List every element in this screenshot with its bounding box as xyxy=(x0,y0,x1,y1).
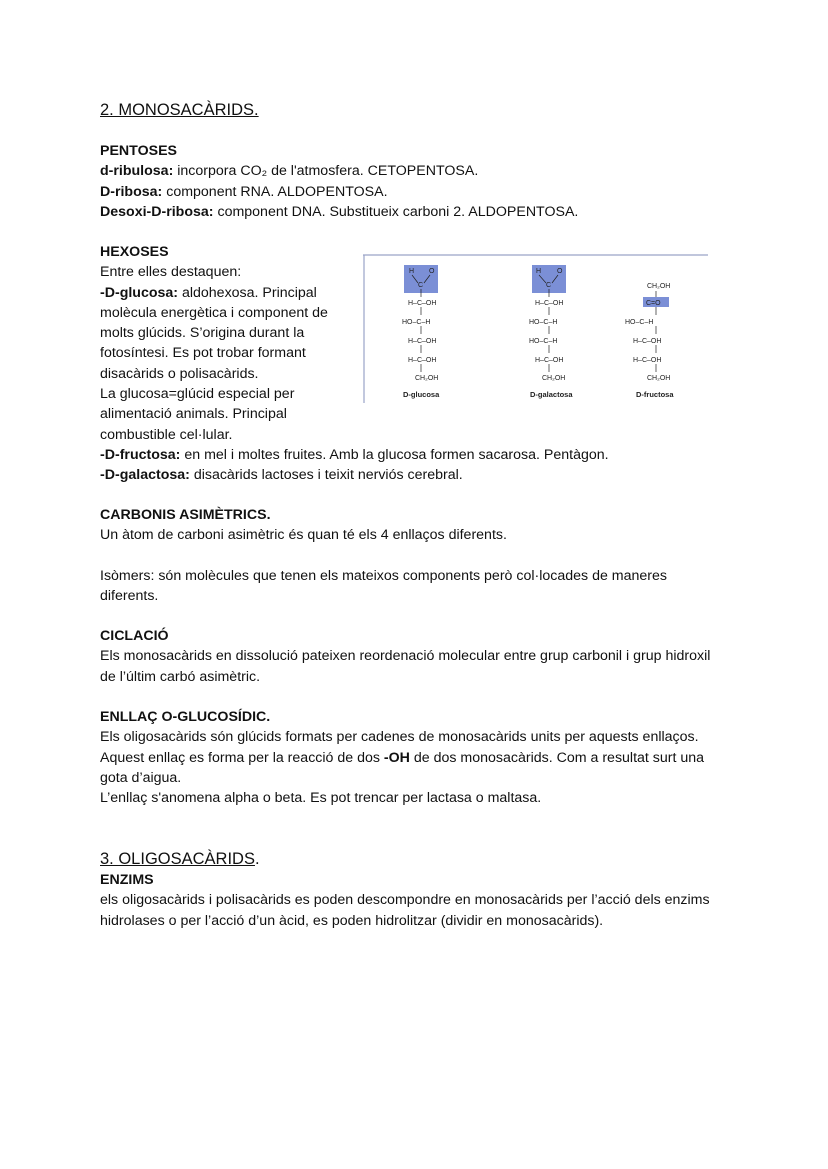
glucose-row: HO–C–H xyxy=(402,319,431,326)
ciclacio-text: Els monosacàrids en dissolució pateixen reordenació molecular entre grup carbonil i grup hidroxil de l’últim carbó asimètric. xyxy=(100,648,711,685)
pentose-term: D-ribosa: xyxy=(100,183,163,200)
ciclacio-heading: CICLACIÓ xyxy=(100,628,169,644)
glucose-o: O xyxy=(429,268,435,275)
enllac-p2-bold: -OH xyxy=(383,749,410,766)
fructose-row: CH₂OH xyxy=(647,283,671,290)
section-2-title: 2. MONOSACÀRIDS. xyxy=(100,101,259,119)
hexoses-structures-figure xyxy=(363,253,708,403)
section-2-title-wrap xyxy=(100,99,259,121)
glucosa-line: disacàrids o polisacàrids. xyxy=(100,365,259,382)
glucosa-line: molts glúcids. S’origina durant la xyxy=(100,325,305,342)
fructosa-line xyxy=(100,445,740,465)
enllac-block xyxy=(100,707,740,808)
glucosa-line: alimentació animals. Principal xyxy=(100,406,287,423)
pentose-term: d-ribulosa: xyxy=(100,163,174,180)
galactosa-text: disacàrids lactoses i teixit nerviós cerebral. xyxy=(189,467,463,484)
glucosa-term: -D-glucosa: xyxy=(100,284,179,301)
fructose-structure xyxy=(625,283,674,399)
galactosa-line xyxy=(100,465,740,485)
glucose-row: H–C–OH xyxy=(408,300,437,307)
galactose-row: HO–C–H xyxy=(529,319,558,326)
fructose-row: C=O xyxy=(646,300,661,307)
carbonis-block xyxy=(100,505,740,606)
glucose-row: CH₂OH xyxy=(415,375,439,382)
enllac-p1: Els oligosacàrids són glúcids formats per cadenes de monosacàrids units per aquests enllaços. xyxy=(100,729,699,746)
galactose-row: HO–C–H xyxy=(529,338,558,345)
galactose-structure xyxy=(529,265,573,399)
pentose-item xyxy=(100,161,740,181)
glucose-h: H xyxy=(409,268,415,275)
enzims-text: els oligosacàrids i polisacàrids es poden descompondre en monosacàrids per l’acció dels enzims hidrolases o per l’acció d’un àcid, es poden hidrolitzar (dividir en monosacàrids). xyxy=(100,892,710,929)
carbonis-heading: CARBONIS ASIMÈTRICS. xyxy=(100,507,271,523)
section-3-title-suffix: . xyxy=(254,850,260,868)
ciclacio-block xyxy=(100,626,740,687)
pentose-item xyxy=(100,182,740,202)
fructose-label: D-fructosa xyxy=(636,390,674,399)
enllac-p2-before: Aquest enllaç es forma per la reacció de dos xyxy=(100,749,384,766)
glucosa-line: molècula energètica i component de xyxy=(100,304,328,321)
galactosa-term: -D-galactosa: xyxy=(100,467,190,484)
pentose-text: component DNA. Substitueix carboni 2. ALDOPENTOSA. xyxy=(213,203,579,220)
fructose-row: H–C–OH xyxy=(633,338,662,345)
enllac-p2 xyxy=(100,748,730,789)
glucose-row: H–C–OH xyxy=(408,338,437,345)
glucose-row: H–C–OH xyxy=(408,357,437,364)
enllac-heading: ENLLAÇ O-GLUCOSÍDIC. xyxy=(100,709,271,725)
pentoses-heading: PENTOSES xyxy=(100,143,178,159)
section-3-title: 3. OLIGOSACÀRIDS xyxy=(100,850,255,868)
enllac-p3: L’enllaç s'anomena alpha o beta. Es pot trencar per lactasa o maltasa. xyxy=(100,790,542,807)
glucose-c1: C xyxy=(418,282,424,289)
galactose-h: H xyxy=(536,268,542,275)
glucose-label: D-glucosa xyxy=(403,390,440,399)
pentoses-block xyxy=(100,141,740,222)
fructose-row: HO–C–H xyxy=(625,319,654,326)
hexoses-structures-svg xyxy=(363,253,708,403)
galactose-row: CH₂OH xyxy=(542,375,566,382)
fructosa-text: en mel i moltes fruites. Amb la glucosa formen sacarosa. Pentàgon. xyxy=(180,446,609,463)
galactose-row: H–C–OH xyxy=(535,300,564,307)
isomers-text: Isòmers: són molècules que tenen els mateixos components però col·locades de maneres diferents. xyxy=(100,567,668,604)
glucose-structure xyxy=(402,265,440,399)
fructosa-term: -D-fructosa: xyxy=(100,446,181,463)
galactose-o: O xyxy=(557,268,563,275)
carbonis-text: Un àtom de carboni asimètric és quan té els 4 enllaços diferents. xyxy=(100,527,507,544)
hexoses-heading: HEXOSES xyxy=(100,244,169,260)
fructose-row: H–C–OH xyxy=(633,357,662,364)
fructose-row: CH₂OH xyxy=(647,375,671,382)
pentose-text: component RNA. ALDOPENTOSA. xyxy=(162,183,388,200)
galactose-label: D-galactosa xyxy=(530,390,573,399)
enzims-heading: ENZIMS xyxy=(100,872,154,888)
glucosa-line: La glucosa=glúcid especial per xyxy=(100,386,295,403)
enllac-p2-after: de dos monosacàrids. Com a resultat surt una gota d’aigua. xyxy=(100,749,705,786)
section-3-title-line xyxy=(100,848,740,870)
pentose-term: Desoxi-D-ribosa: xyxy=(100,203,214,220)
glucosa-line: combustible cel·lular. xyxy=(100,426,233,443)
hexoses-intro: Entre elles destaquen: xyxy=(100,264,242,281)
glucosa-line: fotosíntesi. Es pot trobar formant xyxy=(100,345,306,362)
pentose-item xyxy=(100,202,740,222)
pentose-text: incorpora CO₂ de l'atmosfera. CETOPENTOSA. xyxy=(173,163,479,180)
glucosa-text: aldohexosa. Principal xyxy=(178,284,317,301)
galactose-row: H–C–OH xyxy=(535,357,564,364)
section-3-block xyxy=(100,848,740,931)
galactose-c1: C xyxy=(546,282,552,289)
